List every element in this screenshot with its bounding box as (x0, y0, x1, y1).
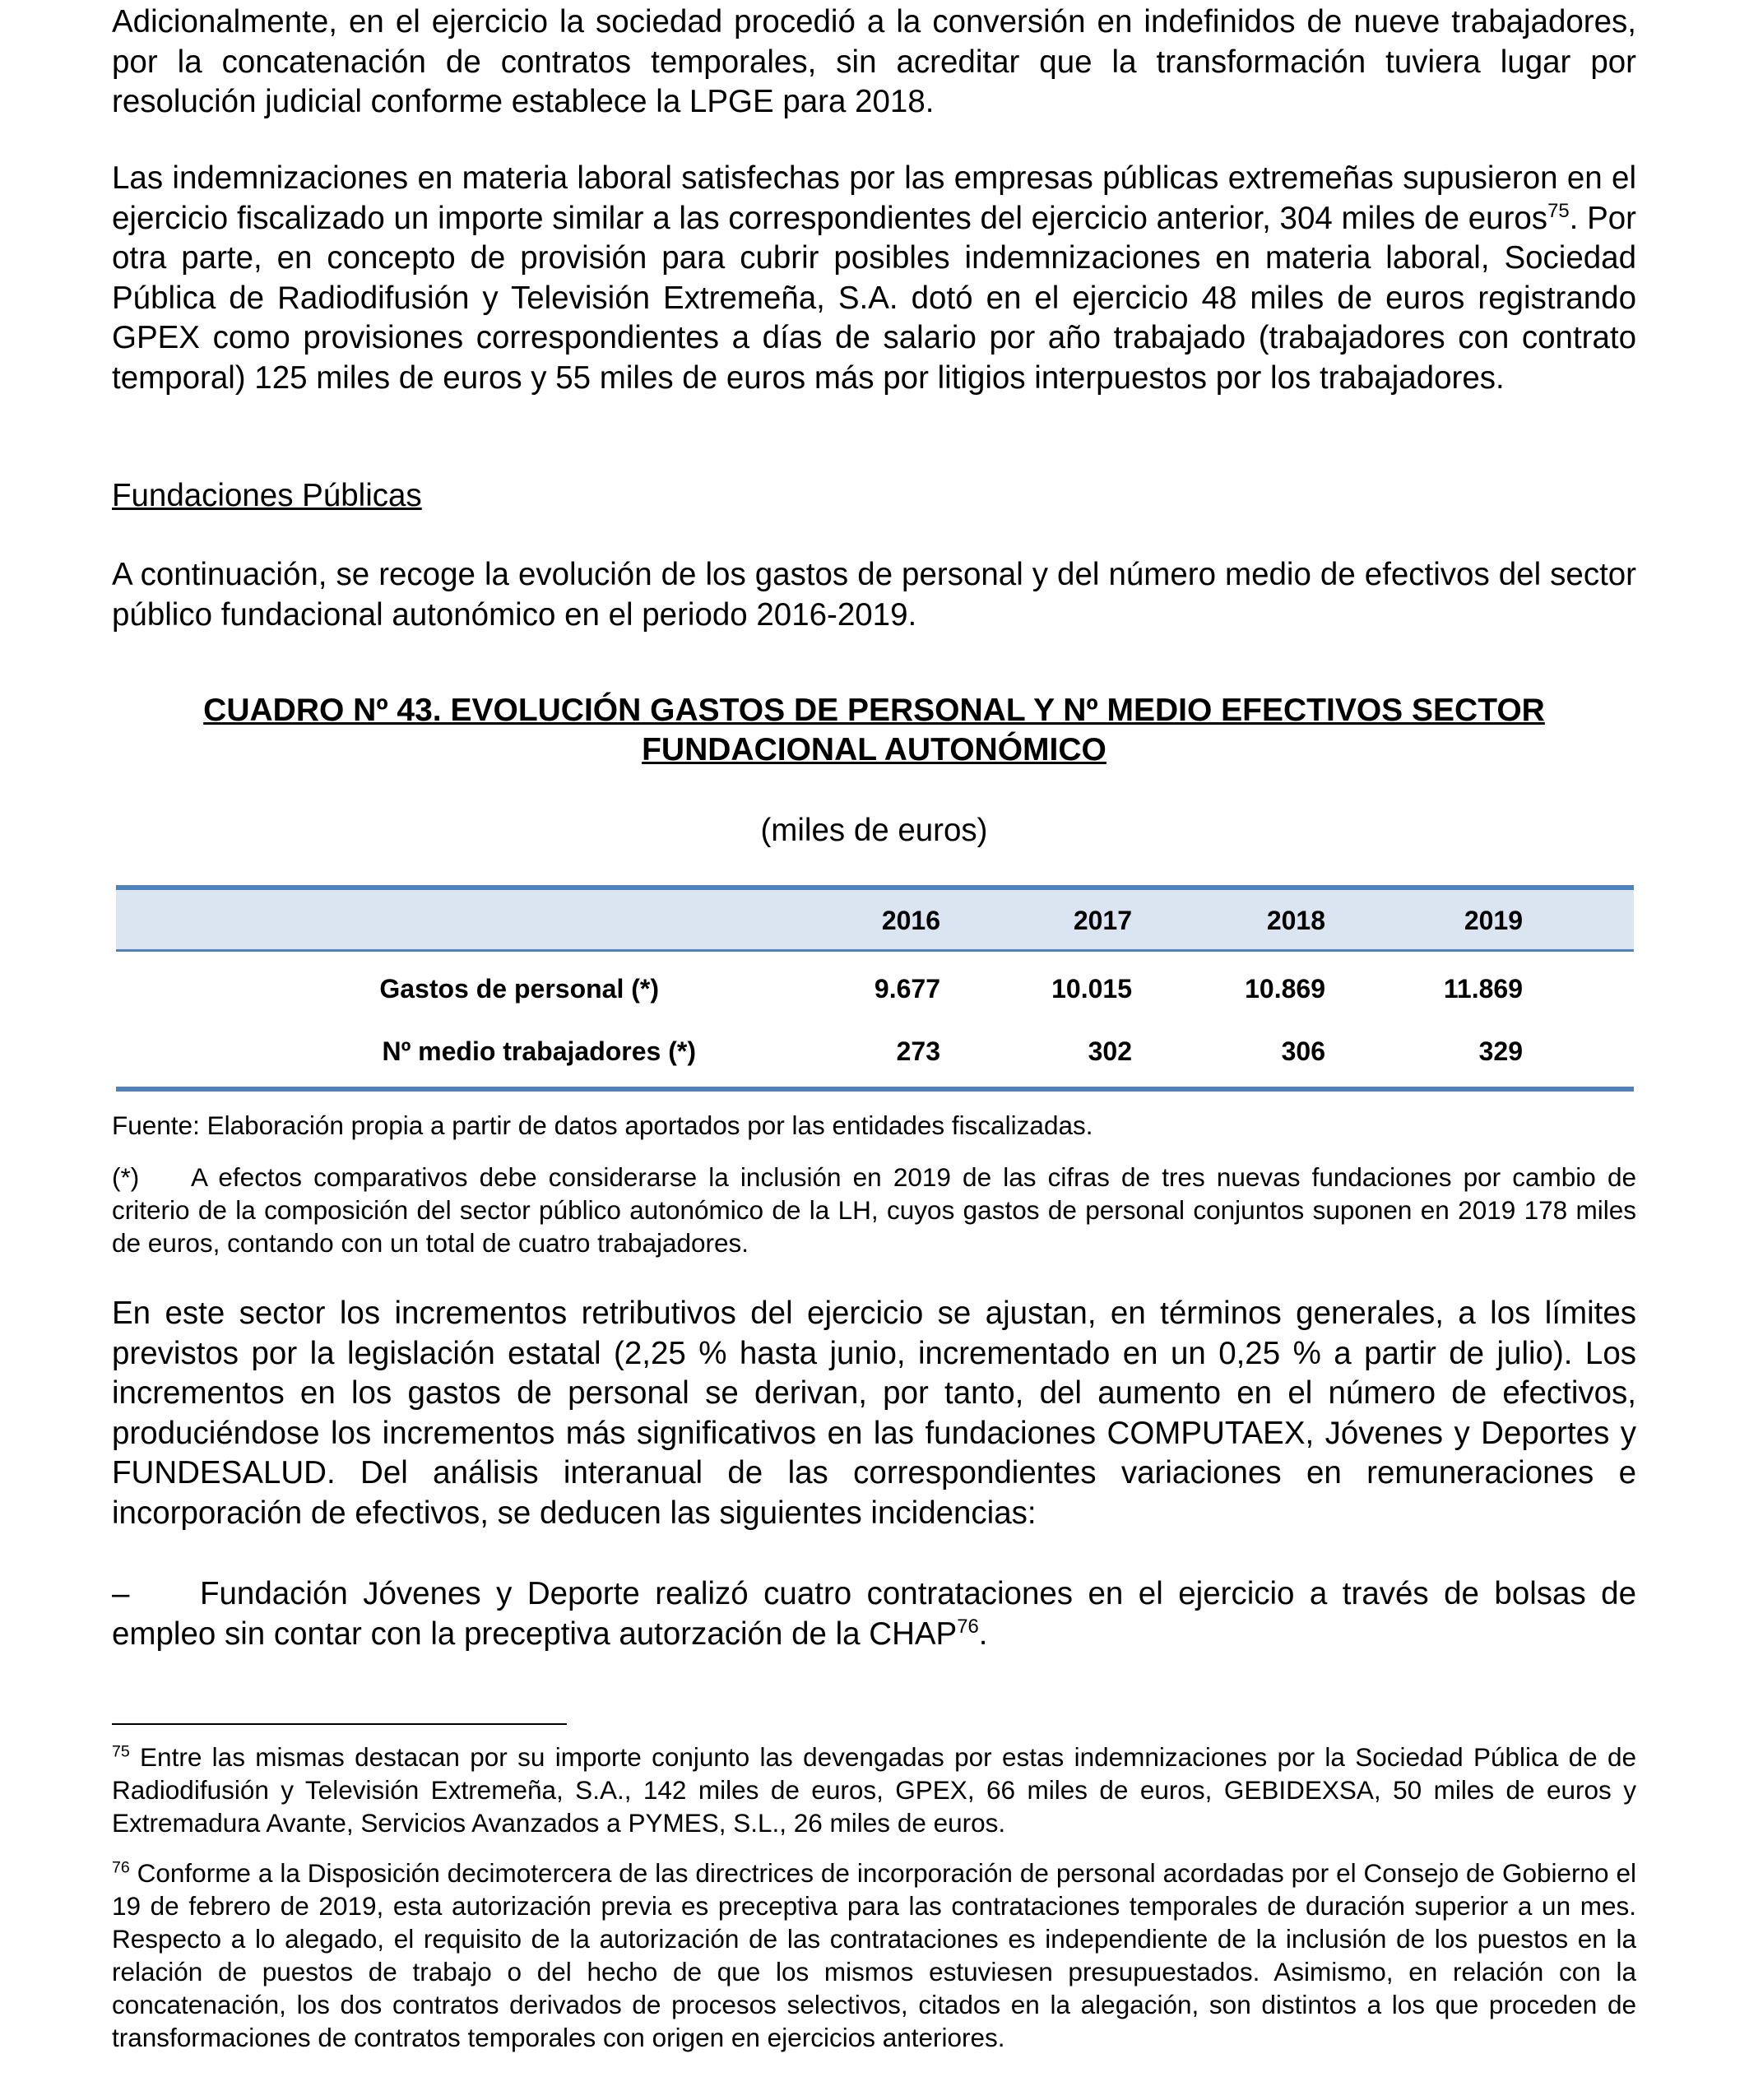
row-label: Gastos de personal (*) (379, 974, 659, 1004)
table-title-line1: CUADRO Nº 43. EVOLUCIÓN GASTOS DE PERSONAL Y Nº MEDIO EFECTIVOS SECTOR (203, 693, 1545, 728)
footnote-76 (112, 1857, 1636, 2054)
footnote-ref-75[interactable]: 75 (1547, 199, 1570, 222)
section-heading-fundaciones: Fundaciones Públicas (112, 478, 422, 513)
table-header-row (116, 885, 1634, 952)
cell-value: 9.677 (874, 974, 940, 1004)
paragraph-indemnizaciones-text-a: Las indemnizaciones en materia laboral satisfechas por las empresas públicas extremeñas supusieron en el ejercicio fiscalizado un importe similar a las correspondientes del ejercicio anterior, 304 miles de euros (112, 160, 1636, 236)
cell-value: 306 (1281, 1036, 1325, 1066)
table-note-text: A efectos comparativos debe considerarse la inclusión en 2019 de las cifras de tres nuevas fundaciones por cambio de criterio de la composición del sector público autonómico de la LH, cuyos gastos de personal conjuntos suponen en 2019 178 miles de euros, contando con un total de cuatro trabajadores. (112, 1162, 1636, 1258)
cell-value: 329 (1478, 1036, 1523, 1066)
table-row-trabajadores (116, 1019, 1634, 1092)
footnote-number: 75 (112, 1742, 130, 1761)
footnote-75 (112, 1741, 1636, 1839)
header-2016: 2016 (881, 906, 940, 935)
cell-value: 273 (896, 1036, 940, 1066)
list-item-text: Fundación Jóvenes y Deporte realizó cuatro contrataciones en el ejercicio a través de bolsas de empleo sin contar con la preceptiva autorzación de la CHAP (112, 1576, 1636, 1652)
header-2018: 2018 (1266, 906, 1325, 935)
table-source: Fuente: Elaboración propia a partir de datos aportados por las entidades fiscalizadas. (112, 1110, 1093, 1140)
cell-value: 10.869 (1245, 974, 1325, 1004)
footnote-text: Conforme a la Disposición decimotercera de las directrices de incorporación de personal acordadas por el Consejo de Gobierno el 19 de febrero de 2019, esta autorización previa es preceptiva para las contrataciones temporales de duración superior a un mes. Respecto a lo alegado, el requisito de la autorización de las contrataciones es independiente de la inclusión de los puestos en la relación de puestos de trabajo o del hecho de que los mismos estuviesen presupuestados. Asimismo, en relación con la concatenación, los dos contratos derivados de procesos selectivos, citados en la alegación, son distintos a los que proceden de transformaciones de contratos temporales con origen en ejercicios anteriores. (112, 1858, 1636, 2052)
table-row-gastos (116, 952, 1634, 1019)
data-table (116, 885, 1634, 1092)
row-label: Nº medio trabajadores (*) (382, 1036, 696, 1066)
header-2019: 2019 (1464, 906, 1523, 935)
table-unit: (miles de euros) (760, 813, 988, 848)
footnote-text: Entre las mismas destacan por su importe conjunto las devengadas por estas indemnizaciones por la Sociedad Pública de de Radiodifusión y Televisión Extremeña, S.A., 142 miles de euros, GPEX, 66 miles de euros, GEBIDEXSA, 50 miles de euros y Extremadura Avante, Servicios Avanzados a PYMES, S.L., 26 miles de euros. (112, 1742, 1636, 1838)
header-2017: 2017 (1073, 906, 1132, 935)
paragraph-incrementos: En este sector los incrementos retributivos del ejercicio se ajustan, en términos generales, a los límites previstos por la legislación estatal (2,25 % hasta junio, incrementado en un 0,25 % a partir de julio). Los incrementos en los gastos de personal se derivan, por tanto, del aumento en el número de efectivos, produciéndose los incrementos más significativos en las fundaciones COMPUTAEX, Jóvenes y Deportes y FUNDESALUD. Del análisis interanual de las correspondientes variaciones en remuneraciones e incorporación de efectivos, se deducen las siguientes incidencias: (112, 1296, 1636, 1531)
list-dash: – (112, 1576, 130, 1611)
table-title-line2: FUNDACIONAL AUTONÓMICO (642, 732, 1106, 767)
list-item-end: . (978, 1616, 988, 1652)
cell-value: 11.869 (1443, 974, 1523, 1004)
paragraph-indemnizaciones-text-b: . Por otra parte, en concepto de provisión para cubrir posibles indemnizaciones en materia laboral, Sociedad Pública de Radiodifusión y Televisión Extremeña, S.A. dotó en el ejercicio 48 miles de euros registrando GPEX como provisiones correspondientes a días de salario por año trabajado (trabajadores con contrato temporal) 125 miles de euros y 55 miles de euros más por litigios interpuestos por los trabajadores. (112, 200, 1636, 396)
footnote-separator (112, 1723, 567, 1725)
footnote-number: 76 (112, 1858, 130, 1877)
paragraph-indemnizaciones (112, 159, 1636, 398)
cell-value: 302 (1088, 1036, 1132, 1066)
paragraph-evolucion-intro: A continuación, se recoge la evolución de los gastos de personal y del número medio de efectivos del sector público fundacional autonómico en el periodo 2016-2019. (112, 557, 1636, 633)
list-item-fundacion-jovenes (112, 1574, 1636, 1654)
table-note-mark: (*) (112, 1162, 140, 1192)
paragraph-conversion-indefinidos: Adicionalmente, en el ejercicio la sociedad procedió a la conversión en indefinidos de nueve trabajadores, por la concatenación de contratos temporales, sin acreditar que la transformación tuviera lugar por resolución judicial conforme establece la LPGE para 2018. (112, 4, 1636, 119)
table-title (112, 691, 1636, 770)
cell-value: 10.015 (1051, 974, 1132, 1004)
footnote-ref-76[interactable]: 76 (957, 1615, 979, 1638)
table-note (112, 1161, 1636, 1259)
